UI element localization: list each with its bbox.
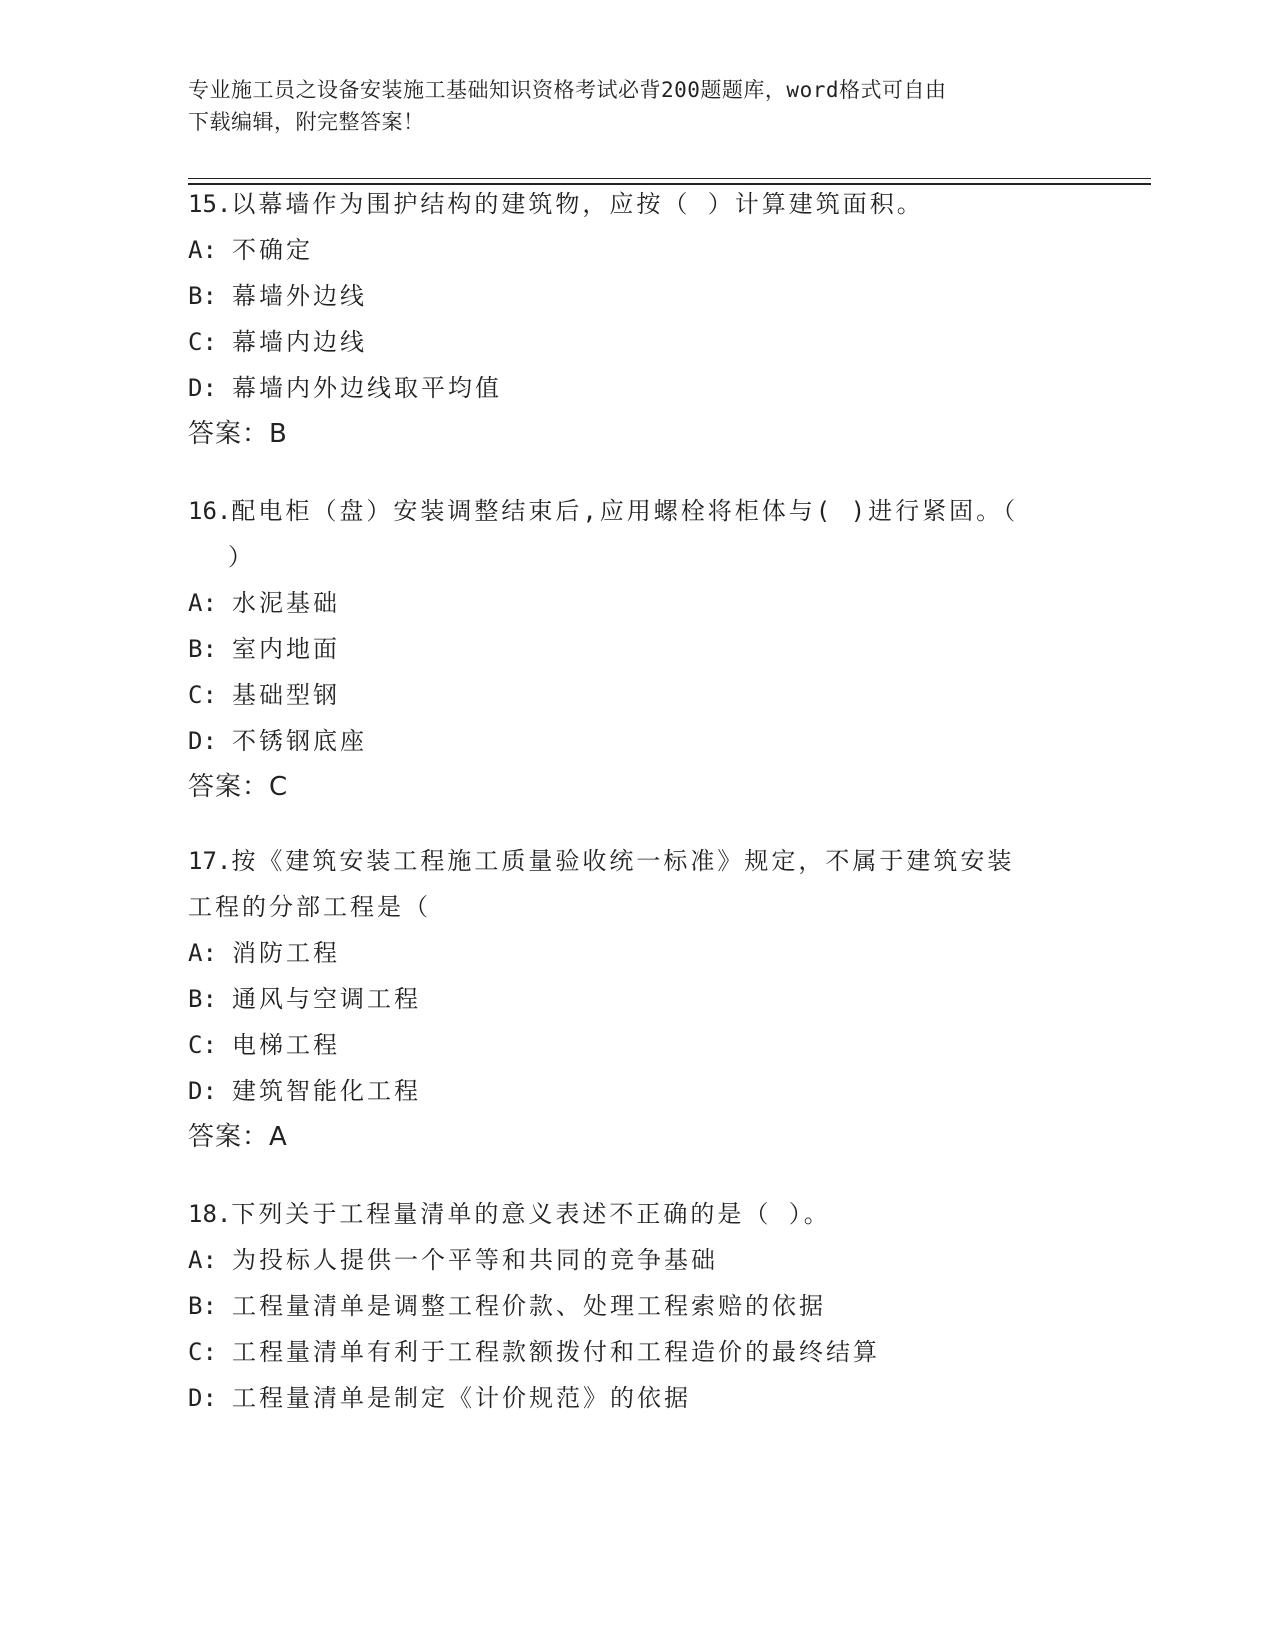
question-stem — [188, 838, 1088, 884]
option-text: 室内地面 — [232, 635, 340, 663]
question-stem — [188, 488, 1088, 534]
answer-line — [188, 411, 1088, 457]
question-text: 配电柜（盘）安装调整结束后,应用螺栓将柜体与( )进行紧固。（ — [231, 497, 1019, 525]
option-d — [188, 718, 1088, 764]
answer-line — [188, 1114, 1088, 1160]
option-letter: B: — [188, 1292, 217, 1320]
option-d — [188, 365, 1088, 411]
option-text: 幕墙外边线 — [232, 282, 367, 310]
question-stem — [188, 1191, 1088, 1237]
answer-line — [188, 764, 1088, 810]
option-b — [188, 626, 1088, 672]
option-letter: D: — [188, 1384, 217, 1412]
question-text: 下列关于工程量清单的意义表述不正确的是（ ）。 — [231, 1200, 831, 1228]
option-b — [188, 1283, 1088, 1329]
option-letter: A: — [188, 589, 217, 617]
option-text: 水泥基础 — [232, 589, 340, 617]
option-letter: C: — [188, 1031, 217, 1059]
option-text: 不确定 — [232, 236, 313, 264]
option-b — [188, 976, 1088, 1022]
option-letter: C: — [188, 681, 217, 709]
option-c — [188, 672, 1088, 718]
option-letter: B: — [188, 635, 217, 663]
option-letter: A: — [188, 939, 217, 967]
option-text: 幕墙内外边线取平均值 — [232, 374, 502, 402]
option-c — [188, 319, 1088, 365]
header-line-2: 下载编辑，附完整答案！ — [188, 110, 425, 134]
option-text: 幕墙内边线 — [232, 328, 367, 356]
option-text: 通风与空调工程 — [232, 985, 421, 1013]
answer-label: 答案： — [188, 1122, 270, 1152]
option-text: 工程量清单是制定《计价规范》的依据 — [232, 1384, 691, 1412]
option-text: 基础型钢 — [232, 681, 340, 709]
option-letter: B: — [188, 282, 217, 310]
question-stem-continued: 工程的分部工程是（ — [188, 893, 431, 921]
option-a — [188, 580, 1088, 626]
option-text: 为投标人提供一个平等和共同的竞争基础 — [232, 1246, 718, 1274]
option-text: 建筑智能化工程 — [232, 1077, 421, 1105]
header-divider-thin — [188, 178, 1151, 179]
answer-value: A — [269, 1122, 288, 1152]
question-text: 按《建筑安装工程施工质量验收统一标准》规定，不属于建筑安装 — [231, 847, 1015, 875]
option-text: 工程量清单有利于工程款额拨付和工程造价的最终结算 — [232, 1338, 880, 1366]
option-letter: D: — [188, 1077, 217, 1105]
option-text: 不锈钢底座 — [232, 727, 367, 755]
option-letter: C: — [188, 1338, 217, 1366]
option-a — [188, 1237, 1088, 1283]
option-letter: B: — [188, 985, 217, 1013]
answer-label: 答案： — [188, 772, 270, 802]
option-c — [188, 1329, 1088, 1375]
option-a — [188, 930, 1088, 976]
option-letter: D: — [188, 727, 217, 755]
option-d — [188, 1375, 1088, 1421]
option-letter: A: — [188, 1246, 217, 1274]
question-stem-continued: ） — [228, 543, 255, 571]
document-header — [188, 74, 1088, 138]
option-letter: D: — [188, 374, 217, 402]
header-line-1: 专业施工员之设备安装施工基础知识资格考试必背200题题库，word格式可自由 — [188, 78, 947, 102]
question-16 — [188, 488, 1088, 810]
question-number: 16. — [188, 497, 232, 525]
option-c — [188, 1022, 1088, 1068]
option-text: 电梯工程 — [232, 1031, 340, 1059]
question-number: 15. — [188, 190, 232, 218]
option-d — [188, 1068, 1088, 1114]
question-15 — [188, 181, 1088, 457]
option-text: 工程量清单是调整工程价款、处理工程索赔的依据 — [232, 1292, 826, 1320]
option-a — [188, 227, 1088, 273]
question-17 — [188, 838, 1088, 1160]
answer-label: 答案： — [188, 419, 270, 449]
answer-value: C — [269, 772, 289, 802]
question-number: 18. — [188, 1200, 232, 1228]
question-number: 17. — [188, 847, 232, 875]
question-text: 以幕墙作为围护结构的建筑物，应按（ ）计算建筑面积。 — [231, 190, 924, 218]
option-b — [188, 273, 1088, 319]
option-text: 消防工程 — [232, 939, 340, 967]
question-stem — [188, 181, 1088, 227]
option-letter: A: — [188, 236, 217, 264]
question-18 — [188, 1191, 1088, 1421]
option-letter: C: — [188, 328, 217, 356]
answer-value: B — [269, 419, 288, 449]
